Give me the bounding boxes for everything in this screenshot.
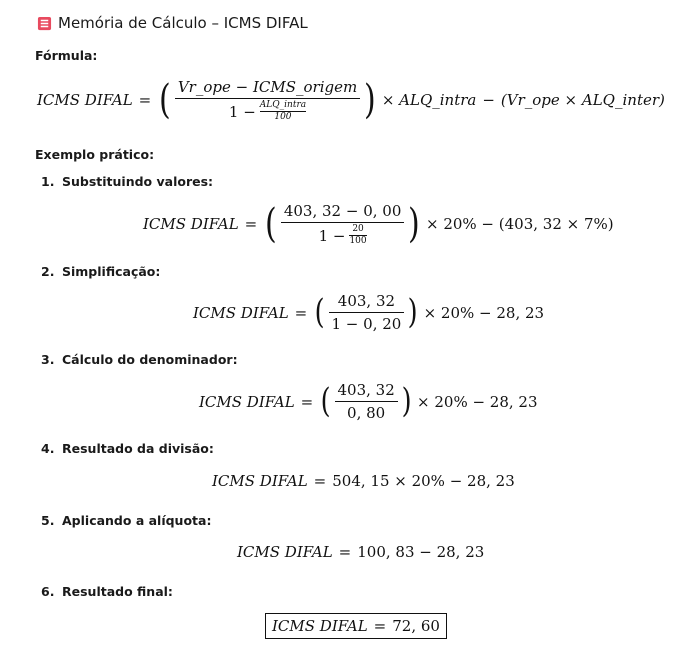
formula-label: Fórmula: [35, 48, 98, 63]
formula-tail-2: − [482, 91, 495, 109]
equation-2: ICMS DIFAL = ( $\frac{403, 32}{1 - 0, 20}$ ) × 20% − 28, 23 [193, 291, 545, 333]
title-row [37, 14, 308, 32]
step-5: 5. Aplicando a alíquota: [41, 513, 212, 528]
formula-numerator: Vr_ope − ICMS_origem [177, 78, 358, 96]
formula-equation: ICMS DIFAL = ( Vr_ope − ICMS_origem 1 − ALQ_intra 100 ) × ALQ_intra − (Vr_ope × ALQ_inter) [37, 77, 665, 123]
equation-5: ICMS DIFAL = 100, 83 − 28, 23 [237, 543, 485, 561]
final-result-value: 72, 60 [392, 617, 440, 635]
formula-denominator: 1 − ALQ_intra 100 [228, 100, 307, 122]
step-2: 2. Simplificação: [41, 264, 161, 279]
step-1: 1. Substituindo valores: [41, 174, 214, 189]
page-title: Memória de Cálculo – ICMS DIFAL [58, 14, 308, 32]
equation-3: ICMS DIFAL = ( $\frac{403, 32}{0, 80}$ ) × 20% − 28, 23 [199, 380, 538, 422]
notebook-icon [37, 16, 52, 31]
formula-lhs: ICMS DIFAL [37, 91, 133, 109]
step-6: 6. Resultado final: [41, 584, 173, 599]
step-3: 3. Cálculo do denominador: [41, 352, 238, 367]
example-label: Exemplo prático: [35, 147, 155, 162]
step-4: 4. Resultado da divisão: [41, 441, 214, 456]
formula-tail-1: × ALQ_intra [381, 91, 477, 109]
equation-4: ICMS DIFAL = 504, 15 × 20% − 28, 23 [212, 472, 515, 490]
formula-tail-3: (Vr_ope × ALQ_inter) [500, 91, 665, 109]
formula-fraction [175, 78, 360, 122]
final-result-box: ICMS DIFAL = 72, 60 [265, 613, 447, 639]
equation-1: ICMS DIFAL = ( 403, 32 − 0, 00 1 − 20 100 ) × 20% − (403, 32 × 7%) [143, 201, 614, 247]
